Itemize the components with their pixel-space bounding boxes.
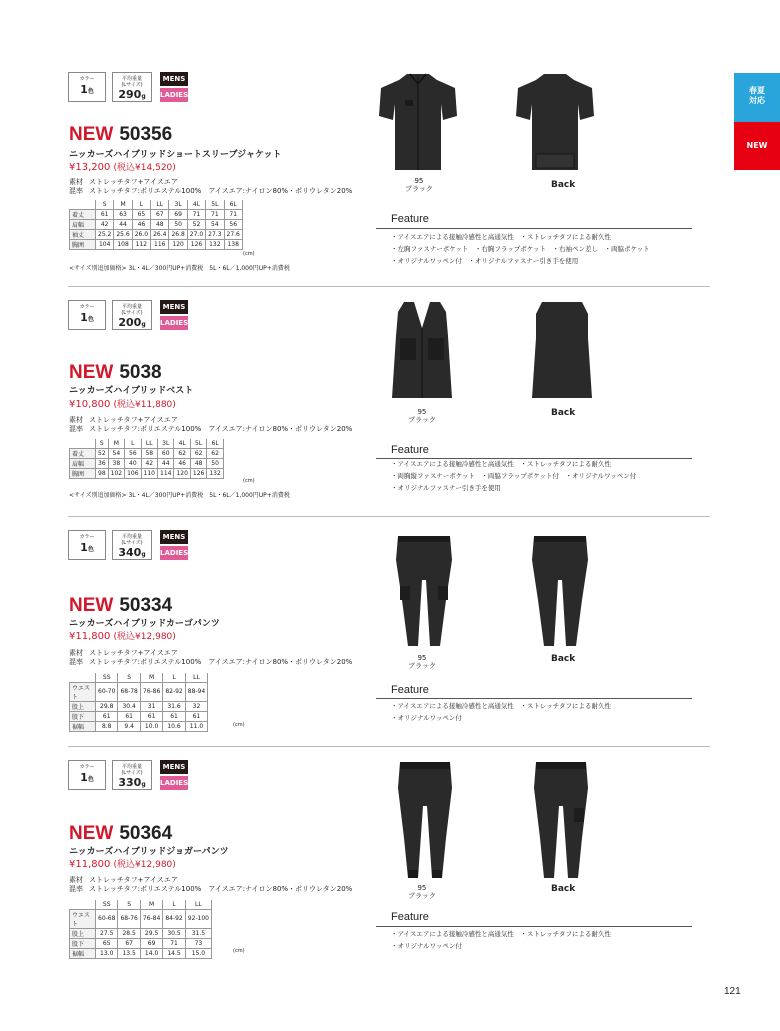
section-divider bbox=[68, 746, 710, 747]
size-header-cell: S bbox=[96, 439, 109, 448]
size-row bbox=[70, 229, 243, 239]
feature-title: Feature bbox=[391, 213, 429, 225]
product-price: ¥11,800 (税込¥12,980) bbox=[69, 859, 176, 870]
size-header-cell: LL bbox=[141, 439, 157, 448]
size-header-cell: M bbox=[114, 200, 132, 209]
ladies-badge: LADIES bbox=[160, 88, 188, 102]
back-label: Back bbox=[551, 884, 576, 894]
size-row-label: ウエスト bbox=[70, 909, 96, 928]
size-header-cell: LL bbox=[185, 900, 211, 909]
size-cell: 10.0 bbox=[140, 721, 162, 731]
size-header-cell: M bbox=[108, 439, 124, 448]
feature-title: Feature bbox=[391, 911, 429, 923]
size-cell: 46 bbox=[132, 219, 150, 229]
size-cell: 10.6 bbox=[163, 721, 185, 731]
size-cell: 84-92 bbox=[163, 909, 185, 928]
feature-list bbox=[391, 928, 611, 952]
size-cell: 56 bbox=[224, 219, 242, 229]
size-cell: 108 bbox=[114, 239, 132, 249]
size-cell: 52 bbox=[96, 448, 109, 458]
size-cell: 132 bbox=[206, 239, 224, 249]
size-table bbox=[69, 200, 243, 250]
color-count-badge: カラー 1色 bbox=[68, 760, 106, 790]
size-row-label: 裾幅 bbox=[70, 721, 96, 731]
product-badges bbox=[68, 72, 188, 102]
feature-item: ・アイスエアによる接触冷感性と高通気性 ・ストレッチタフによる耐久性 bbox=[391, 702, 611, 710]
product-name: ニッカーズハイブリッドベスト bbox=[69, 386, 194, 396]
size-cell: 38 bbox=[108, 458, 124, 468]
size-cell: 68-78 bbox=[118, 682, 140, 701]
size-cell: 61 bbox=[96, 209, 114, 219]
feature-rule bbox=[376, 228, 692, 229]
size-cell: 69 bbox=[140, 938, 162, 948]
size-price-note: <サイズ別追加価格> 3L・4L／300円UP+消費税 5L・6L／1,000円UP+消費税 bbox=[69, 492, 290, 499]
size-cell: 120 bbox=[174, 468, 190, 478]
size-header-cell: 3L bbox=[158, 439, 174, 448]
size-cell: 82-92 bbox=[163, 682, 185, 701]
size-cell: 36 bbox=[96, 458, 109, 468]
material-spec: 素材 ストレッチタフ+アイスエア 混率 ストレッチタフ:ポリエステル100% アイスエア:ナイロン80%・ポリウレタン20% bbox=[69, 649, 353, 666]
gender-badges bbox=[160, 300, 188, 330]
size-header-cell: SS bbox=[96, 673, 118, 682]
size-cell: 76-84 bbox=[140, 909, 162, 928]
size-cell: 62 bbox=[190, 448, 206, 458]
weight-badge: 平均重量 (Lサイズ) 330g bbox=[112, 760, 152, 790]
gender-badges bbox=[160, 530, 188, 560]
size-row-label: 肩幅 bbox=[70, 219, 96, 229]
material-spec: 素材 ストレッチタフ+アイスエア 混率 ストレッチタフ:ポリエステル100% アイスエア:ナイロン80%・ポリウレタン20% bbox=[69, 876, 353, 893]
size-header-cell: SS bbox=[96, 900, 118, 909]
size-cell: 126 bbox=[187, 239, 205, 249]
size-cell: 48 bbox=[190, 458, 206, 468]
size-row bbox=[70, 711, 208, 721]
product-price: ¥11,800 (税込¥12,980) bbox=[69, 631, 176, 642]
size-row bbox=[70, 219, 243, 229]
size-cell: 56 bbox=[125, 448, 141, 458]
product-title: NEW 5038 bbox=[69, 362, 162, 383]
size-header-row bbox=[70, 900, 212, 909]
feature-item: ・左胸ファスナーポケット ・右胸フラップポケット ・右袖ペン差し ・両脇ポケット bbox=[391, 245, 650, 253]
feature-rule bbox=[376, 698, 692, 699]
size-row bbox=[70, 682, 208, 701]
size-cell: 30.5 bbox=[163, 928, 185, 938]
size-cell: 26.8 bbox=[169, 229, 187, 239]
size-row bbox=[70, 701, 208, 711]
feature-list bbox=[391, 700, 611, 724]
ladies-badge: LADIES bbox=[160, 316, 188, 330]
size-cell: 88-94 bbox=[185, 682, 207, 701]
mens-badge: MENS bbox=[160, 300, 188, 314]
size-cell: 28.5 bbox=[118, 928, 140, 938]
size-cell: 44 bbox=[158, 458, 174, 468]
season-tab[interactable]: 春夏 対応 bbox=[734, 73, 780, 122]
product-price: ¥13,200 (税込¥14,520) bbox=[69, 162, 176, 173]
feature-title: Feature bbox=[391, 684, 429, 696]
size-header-cell: L bbox=[132, 200, 150, 209]
size-header-cell: L bbox=[163, 673, 185, 682]
unit-label: (cm) bbox=[233, 948, 245, 954]
size-cell: 26.0 bbox=[132, 229, 150, 239]
size-cell: 60-70 bbox=[96, 682, 118, 701]
feature-item: ・アイスエアによる接触冷感性と高通気性 ・ストレッチタフによる耐久性 bbox=[391, 460, 611, 468]
back-label: Back bbox=[551, 180, 576, 190]
size-cell: 14.5 bbox=[163, 948, 185, 958]
size-header-cell: S bbox=[96, 200, 114, 209]
size-row bbox=[70, 909, 212, 928]
material-spec: 素材 ストレッチタフ+アイスエア 混率 ストレッチタフ:ポリエステル100% アイスエア:ナイロン80%・ポリウレタン20% bbox=[69, 416, 353, 433]
cargo-pants-back-photo bbox=[524, 530, 596, 650]
size-cell: 14.0 bbox=[140, 948, 162, 958]
size-cell: 60-68 bbox=[96, 909, 118, 928]
size-cell: 61 bbox=[140, 711, 162, 721]
size-cell: 8.8 bbox=[96, 721, 118, 731]
color-caption: 95 ブラック bbox=[408, 408, 436, 424]
size-cell: 67 bbox=[118, 938, 140, 948]
size-header-row bbox=[70, 439, 224, 448]
size-header-blank bbox=[70, 200, 96, 209]
size-cell: 92-100 bbox=[185, 909, 211, 928]
size-cell: 11.0 bbox=[185, 721, 207, 731]
size-header-cell: S bbox=[118, 900, 140, 909]
jogger-pants-front-photo bbox=[390, 758, 460, 882]
size-cell: 126 bbox=[190, 468, 206, 478]
size-cell: 29.5 bbox=[140, 928, 162, 938]
jacket-front-photo bbox=[377, 70, 459, 174]
size-cell: 58 bbox=[141, 448, 157, 458]
size-cell: 27.5 bbox=[96, 928, 118, 938]
page-number: 121 bbox=[724, 986, 741, 997]
size-cell: 46 bbox=[174, 458, 190, 468]
color-count-badge: カラー 1色 bbox=[68, 530, 106, 560]
size-row-label: 股上 bbox=[70, 928, 96, 938]
product-title: NEW 50334 bbox=[69, 595, 173, 616]
gender-badges bbox=[160, 760, 188, 790]
weight-badge: 平均重量 (Lサイズ) 200g bbox=[112, 300, 152, 330]
size-cell: 114 bbox=[158, 468, 174, 478]
size-cell: 52 bbox=[187, 219, 205, 229]
size-cell: 25.2 bbox=[96, 229, 114, 239]
feature-item: ・アイスエアによる接触冷感性と高通気性 ・ストレッチタフによる耐久性 bbox=[391, 930, 611, 938]
size-cell: 13.0 bbox=[96, 948, 118, 958]
section-divider bbox=[68, 286, 710, 287]
size-row-label: 股上 bbox=[70, 701, 96, 711]
size-cell: 29.8 bbox=[96, 701, 118, 711]
feature-rule bbox=[376, 926, 692, 927]
size-cell: 25.6 bbox=[114, 229, 132, 239]
size-row-label: 着丈 bbox=[70, 448, 96, 458]
size-row bbox=[70, 458, 224, 468]
feature-item: ・オリジナルワッペン付 ・オリジナルファスナー引き手を使用 bbox=[391, 257, 579, 265]
size-cell: 98 bbox=[96, 468, 109, 478]
material-spec: 素材 ストレッチタフ+アイスエア 混率 ストレッチタフ:ポリエステル100% アイスエア:ナイロン80%・ポリウレタン20% bbox=[69, 178, 353, 195]
section-divider bbox=[68, 516, 710, 517]
color-caption: 95 ブラック bbox=[408, 884, 436, 900]
size-row bbox=[70, 721, 208, 731]
jogger-pants-back-photo bbox=[526, 758, 596, 882]
size-header-cell: 6L bbox=[224, 200, 242, 209]
size-row bbox=[70, 209, 243, 219]
size-cell: 40 bbox=[125, 458, 141, 468]
size-row-label: 股下 bbox=[70, 938, 96, 948]
product-name: ニッカーズハイブリッドショートスリーブジャケット bbox=[69, 150, 282, 160]
vest-front-photo bbox=[386, 298, 458, 404]
weight-badge: 平均重量 (Lサイズ) 290g bbox=[112, 72, 152, 102]
size-header-row bbox=[70, 673, 208, 682]
size-table bbox=[69, 673, 208, 732]
size-header-cell: L bbox=[125, 439, 141, 448]
size-cell: 116 bbox=[151, 239, 169, 249]
product-title: NEW 50364 bbox=[69, 823, 173, 844]
feature-item: ・オリジナルワッペン付 bbox=[391, 714, 462, 722]
size-header-cell: 5L bbox=[206, 200, 224, 209]
size-cell: 27.3 bbox=[206, 229, 224, 239]
size-cell: 27.6 bbox=[224, 229, 242, 239]
size-row bbox=[70, 938, 212, 948]
size-header-cell: 5L bbox=[190, 439, 206, 448]
size-cell: 69 bbox=[169, 209, 187, 219]
size-cell: 61 bbox=[163, 711, 185, 721]
product-price: ¥10,800 (税込¥11,880) bbox=[69, 399, 176, 410]
unit-label: (cm) bbox=[243, 251, 255, 257]
size-cell: 71 bbox=[224, 209, 242, 219]
feature-item: ・オリジナルワッペン付 bbox=[391, 942, 462, 950]
mens-badge: MENS bbox=[160, 72, 188, 86]
size-cell: 9.4 bbox=[118, 721, 140, 731]
size-cell: 67 bbox=[151, 209, 169, 219]
size-cell: 42 bbox=[141, 458, 157, 468]
gender-badges bbox=[160, 72, 188, 102]
size-row bbox=[70, 468, 224, 478]
size-row bbox=[70, 448, 224, 458]
size-row-label: 袖丈 bbox=[70, 229, 96, 239]
size-row-label: 股下 bbox=[70, 711, 96, 721]
size-cell: 32 bbox=[185, 701, 207, 711]
size-header-cell: 6L bbox=[207, 439, 223, 448]
size-cell: 73 bbox=[185, 938, 211, 948]
size-cell: 30.4 bbox=[118, 701, 140, 711]
size-cell: 110 bbox=[141, 468, 157, 478]
color-count-badge: カラー 1色 bbox=[68, 300, 106, 330]
size-row-label: 着丈 bbox=[70, 209, 96, 219]
size-header-blank bbox=[70, 673, 96, 682]
size-row-label: 肩幅 bbox=[70, 458, 96, 468]
unit-label: (cm) bbox=[243, 478, 255, 484]
size-cell: 42 bbox=[96, 219, 114, 229]
feature-list bbox=[391, 458, 636, 494]
size-cell: 50 bbox=[169, 219, 187, 229]
size-header-cell: 4L bbox=[174, 439, 190, 448]
ladies-badge: LADIES bbox=[160, 776, 188, 790]
size-cell: 102 bbox=[108, 468, 124, 478]
jacket-back-photo bbox=[514, 70, 596, 174]
size-cell: 31.6 bbox=[163, 701, 185, 711]
mens-badge: MENS bbox=[160, 530, 188, 544]
size-cell: 60 bbox=[158, 448, 174, 458]
mens-badge: MENS bbox=[160, 760, 188, 774]
weight-badge: 平均重量 (Lサイズ) 340g bbox=[112, 530, 152, 560]
size-table bbox=[69, 900, 212, 959]
product-title: NEW 50356 bbox=[69, 124, 173, 145]
size-header-cell: 4L bbox=[187, 200, 205, 209]
size-cell: 44 bbox=[114, 219, 132, 229]
size-header-cell: LL bbox=[151, 200, 169, 209]
size-table bbox=[69, 439, 224, 479]
back-label: Back bbox=[551, 654, 576, 664]
size-cell: 61 bbox=[118, 711, 140, 721]
size-cell: 68-76 bbox=[118, 909, 140, 928]
size-header-blank bbox=[70, 900, 96, 909]
size-row-label: 裾幅 bbox=[70, 948, 96, 958]
size-header-cell: LL bbox=[185, 673, 207, 682]
feature-list bbox=[391, 231, 650, 267]
size-row bbox=[70, 239, 243, 249]
size-cell: 112 bbox=[132, 239, 150, 249]
size-cell: 120 bbox=[169, 239, 187, 249]
size-cell: 54 bbox=[206, 219, 224, 229]
color-caption: 95 ブラック bbox=[405, 177, 433, 193]
size-header-cell: L bbox=[163, 900, 185, 909]
size-cell: 31.5 bbox=[185, 928, 211, 938]
size-cell: 138 bbox=[224, 239, 242, 249]
product-badges bbox=[68, 300, 188, 330]
size-header-blank bbox=[70, 439, 96, 448]
size-cell: 132 bbox=[207, 468, 223, 478]
color-count-badge: カラー 1色 bbox=[68, 72, 106, 102]
color-caption: 95 ブラック bbox=[408, 654, 436, 670]
size-header-cell: M bbox=[140, 673, 162, 682]
size-header-cell: M bbox=[140, 900, 162, 909]
size-row-label: 胸囲 bbox=[70, 239, 96, 249]
product-name: ニッカーズハイブリッドジョガーパンツ bbox=[69, 847, 229, 857]
size-cell: 65 bbox=[96, 938, 118, 948]
size-cell: 106 bbox=[125, 468, 141, 478]
size-row bbox=[70, 948, 212, 958]
ladies-badge: LADIES bbox=[160, 546, 188, 560]
size-row-label: ウエスト bbox=[70, 682, 96, 701]
back-label: Back bbox=[551, 408, 576, 418]
size-cell: 71 bbox=[163, 938, 185, 948]
size-row-label: 胸囲 bbox=[70, 468, 96, 478]
size-cell: 65 bbox=[132, 209, 150, 219]
size-cell: 54 bbox=[108, 448, 124, 458]
size-cell: 61 bbox=[96, 711, 118, 721]
size-cell: 71 bbox=[187, 209, 205, 219]
size-header-cell: S bbox=[118, 673, 140, 682]
size-header-row bbox=[70, 200, 243, 209]
size-cell: 48 bbox=[151, 219, 169, 229]
product-badges bbox=[68, 760, 188, 790]
feature-item: ・オリジナルファスナー引き手を使用 bbox=[391, 484, 501, 492]
size-price-note: <サイズ別追加価格> 3L・4L／300円UP+消費税 5L・6L／1,000円UP+消費税 bbox=[69, 265, 290, 272]
size-row bbox=[70, 928, 212, 938]
vest-back-photo bbox=[526, 298, 598, 404]
size-cell: 62 bbox=[174, 448, 190, 458]
size-cell: 27.0 bbox=[187, 229, 205, 239]
size-cell: 104 bbox=[96, 239, 114, 249]
size-cell: 63 bbox=[114, 209, 132, 219]
feature-item: ・アイスエアによる接触冷感性と高通気性 ・ストレッチタフによる耐久性 bbox=[391, 233, 611, 241]
size-cell: 62 bbox=[207, 448, 223, 458]
product-badges bbox=[68, 530, 188, 560]
size-cell: 61 bbox=[185, 711, 207, 721]
feature-title: Feature bbox=[391, 444, 429, 456]
size-header-cell: 3L bbox=[169, 200, 187, 209]
size-cell: 15.0 bbox=[185, 948, 211, 958]
size-cell: 71 bbox=[206, 209, 224, 219]
cargo-pants-front-photo bbox=[388, 530, 460, 650]
size-cell: 31 bbox=[140, 701, 162, 711]
size-cell: 50 bbox=[207, 458, 223, 468]
size-cell: 13.5 bbox=[118, 948, 140, 958]
size-cell: 76-86 bbox=[140, 682, 162, 701]
feature-item: ・両胸縦ファスナーポケット ・両脇フラップポケット付 ・オリジナルワッペン付 bbox=[391, 472, 637, 480]
product-name: ニッカーズハイブリッドカーゴパンツ bbox=[69, 619, 220, 629]
new-tab[interactable]: NEW bbox=[734, 122, 780, 170]
size-cell: 26.4 bbox=[151, 229, 169, 239]
unit-label: (cm) bbox=[233, 722, 245, 728]
